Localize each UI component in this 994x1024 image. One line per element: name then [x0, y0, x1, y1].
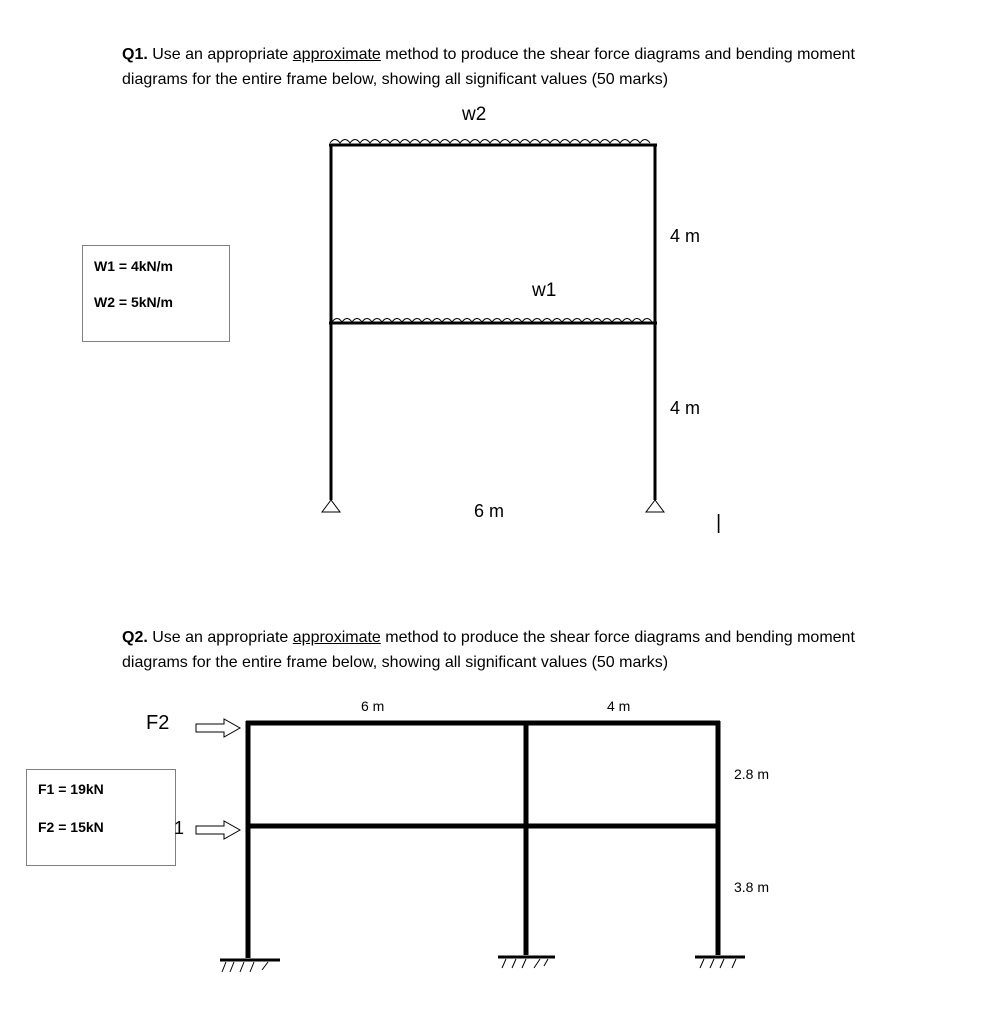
q1-dim-upper-height: 4 m — [670, 226, 701, 246]
q2-dim-lower-height: 3.8 m — [734, 879, 770, 895]
q2-dim-right-span: 4 m — [607, 698, 631, 714]
q2-right-fixed-support — [695, 957, 745, 968]
q1-text-after: method to produce the shear force diagrams and bending moment diagrams for the entire frame below, showing all significant values (50 marks) — [122, 46, 855, 88]
q2-middle-fixed-support — [498, 957, 555, 968]
q2-text-before: Use an appropriate — [147, 629, 293, 646]
q2-text-after: method to produce the shear force diagrams and bending moment diagrams for the entire frame below, showing all significant values (50 marks) — [122, 629, 855, 671]
q2-dim-upper-height: 2.8 m — [734, 766, 770, 782]
q2-approximate-link[interactable]: approximate — [292, 629, 381, 646]
q1-dim-lower-height: 4 m — [670, 398, 701, 418]
q2-force-label-f1: 1 — [174, 818, 185, 838]
q2-left-fixed-support — [220, 960, 280, 972]
q2-arrow-f1 — [196, 821, 240, 839]
q1-dim-span: 6 m — [474, 501, 505, 521]
q1-legend-w1: W1 = 4kN/m — [94, 258, 173, 274]
q1-text-before: Use an appropriate — [147, 46, 293, 63]
q2-label: Q2. — [122, 629, 148, 646]
q1-legend-w2: W2 = 5kN/m — [94, 294, 173, 310]
q1-label: Q1. — [122, 46, 148, 63]
q2-legend-f2: F2 = 15kN — [38, 819, 104, 835]
q2-legend-f1: F1 = 19kN — [38, 781, 104, 797]
q2-arrow-f2 — [196, 719, 240, 737]
q1-load-label-w2: w2 — [462, 104, 487, 125]
q1-load-label-w1: w1 — [532, 280, 557, 301]
text-cursor: | — [716, 512, 722, 534]
q2-force-label-f2: F2 — [146, 712, 170, 734]
q2-dim-left-span: 6 m — [361, 698, 385, 714]
q1-approximate-link[interactable]: approximate — [292, 46, 381, 63]
